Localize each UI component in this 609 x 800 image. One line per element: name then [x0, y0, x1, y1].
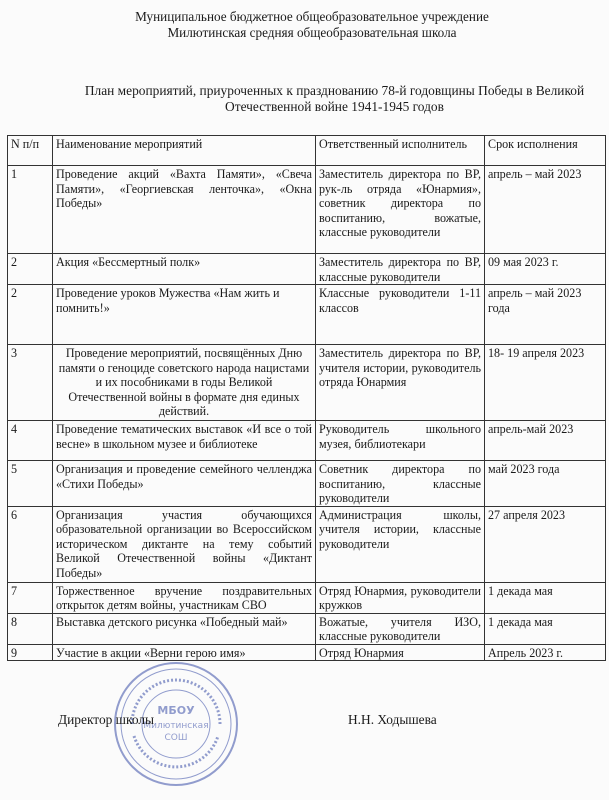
- table-row: [8, 613, 606, 644]
- cell-deadline: 09 мая 2023 г.: [485, 254, 606, 285]
- cell-responsible: Заместитель директора по ВР, учителя истории, руководитель отряда Юнармия: [316, 345, 485, 421]
- org-name-line2: Милютинская средняя общеобразовательная школа: [167, 25, 457, 40]
- header-cell-name: Наименование мероприятий: [53, 136, 316, 166]
- svg-text:Милютинская: Милютинская: [143, 721, 209, 731]
- cell-name: Проведение уроков Мужества «Нам жить и помнить!»: [53, 285, 316, 345]
- cell-name: Участие в акции «Верни герою имя»: [53, 644, 316, 661]
- cell-responsible: Отряд Юнармия, руководители кружков: [316, 582, 485, 613]
- plan-title-line1: План мероприятий, приуроченных к празднованию 78-й годовщины Победы в Великой: [84, 83, 585, 98]
- cell-responsible: Администрация школы, учителя истории, классные руководители: [316, 506, 485, 582]
- table-row: [8, 285, 606, 345]
- cell-number: 6: [8, 506, 53, 582]
- cell-responsible: Заместитель директора по ВР, классные руководители: [316, 254, 485, 285]
- cell-number: 5: [8, 461, 53, 507]
- cell-name: Проведение акций «Вахта Памяти», «Свеча Памяти», «Георгиевская ленточка», «Окна Победы»: [53, 166, 316, 254]
- table-row: [8, 506, 606, 582]
- table-row: [8, 345, 606, 421]
- cell-number: 4: [8, 421, 53, 461]
- cell-deadline: 18- 19 апреля 2023: [485, 345, 606, 421]
- cell-name: Проведение тематических выставок «И все о той весне» в школьном музее и библиотеке: [53, 421, 316, 461]
- cell-name: Организация участия обучающихся образовательной организации во Всероссийском историческом диктанте на тему событий Великой Отечественной войны «Диктант Победы»: [53, 506, 316, 582]
- cell-number: 9: [8, 644, 53, 661]
- svg-text:СОШ: СОШ: [164, 733, 188, 743]
- cell-deadline: май 2023 года: [485, 461, 606, 507]
- cell-number: 7: [8, 582, 53, 613]
- header-cell-deadline: Срок исполнения: [485, 136, 606, 166]
- cell-deadline: 1 декада мая: [485, 582, 606, 613]
- cell-name: Проведение мероприятий, посвящённых Дню памяти о геноциде советского народа нацистами и их пособниками в годы Великой Отечественной войны в формате дня единых действий.: [53, 345, 316, 421]
- cell-name: Организация и проведение семейного челленджа «Стихи Победы»: [53, 461, 316, 507]
- cell-number: 3: [8, 345, 53, 421]
- table-row: [8, 166, 606, 254]
- org-name-line1: Муниципальное бюджетное общеобразовательное учреждение: [135, 9, 489, 24]
- cell-responsible: Отряд Юнармия: [316, 644, 485, 661]
- cell-number: 2: [8, 254, 53, 285]
- cell-name: Торжественное вручение поздравительных открыток детям войны, участникам СВО: [53, 582, 316, 613]
- table-row: [8, 254, 606, 285]
- table-row: [8, 461, 606, 507]
- table-row: [8, 582, 606, 613]
- cell-name: Выставка детского рисунка «Победный май»: [53, 613, 316, 644]
- table-header-row: [8, 136, 606, 166]
- plan-title-line2: Отечественной войне 1941-1945 годов: [225, 99, 444, 114]
- cell-responsible: Вожатые, учителя ИЗО, классные руководители: [316, 613, 485, 644]
- cell-number: 1: [8, 166, 53, 254]
- cell-responsible: Заместитель директора по ВР, рук-ль отряда «Юнармия», советник директора по воспитанию, вожатые, классные руководители: [316, 166, 485, 254]
- cell-deadline: апрель-май 2023: [485, 421, 606, 461]
- table-row: [8, 644, 606, 661]
- cell-deadline: 1 декада мая: [485, 613, 606, 644]
- cell-responsible: Руководитель школьного музея, библиотекари: [316, 421, 485, 461]
- cell-number: 2: [8, 285, 53, 345]
- cell-name: Акция «Бессмертный полк»: [53, 254, 316, 285]
- header-cell-responsible: Ответственный исполнитель: [316, 136, 485, 166]
- cell-deadline: 27 апреля 2023: [485, 506, 606, 582]
- header-cell-number: N п/п: [8, 136, 53, 166]
- director-label: Директор школы: [58, 712, 155, 727]
- cell-responsible: Классные руководители 1-11 классов: [316, 285, 485, 345]
- cell-deadline: Апрель 2023 г.: [485, 644, 606, 661]
- svg-text:МБОУ: МБОУ: [157, 704, 195, 717]
- cell-deadline: апрель – май 2023: [485, 166, 606, 254]
- cell-responsible: Советник директора по воспитанию, классные руководители: [316, 461, 485, 507]
- cell-deadline: апрель – май 2023 года: [485, 285, 606, 345]
- cell-number: 8: [8, 613, 53, 644]
- events-table: [7, 135, 606, 661]
- table-row: [8, 421, 606, 461]
- director-name: Н.Н. Ходышева: [348, 712, 437, 727]
